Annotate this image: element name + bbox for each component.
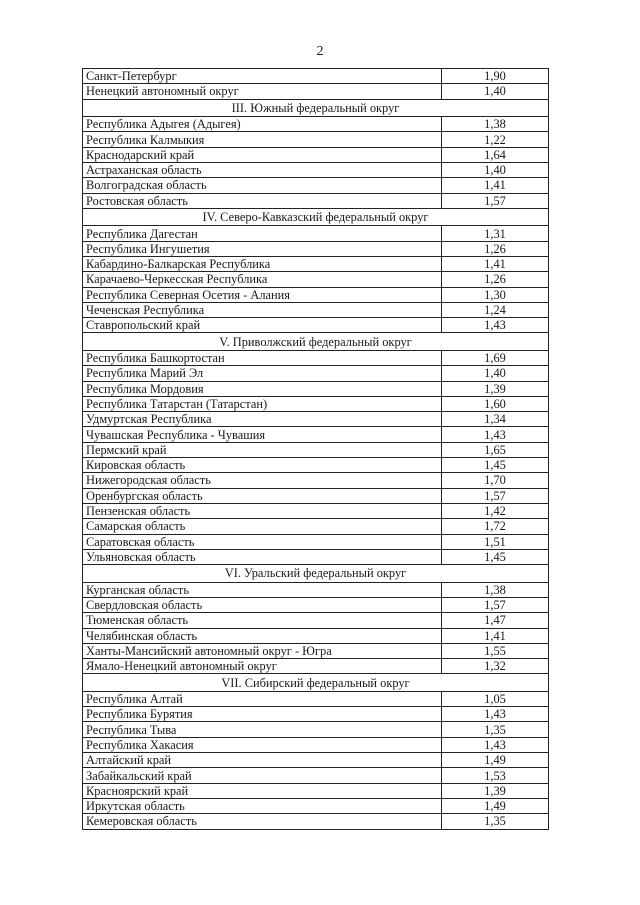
- table-row: [83, 69, 549, 84]
- coefficient-value: 1,70: [442, 473, 549, 488]
- district-header-row: [83, 674, 549, 692]
- table-row: [83, 318, 549, 333]
- region-name: Самарская область: [83, 519, 442, 534]
- region-name: Республика Марий Эл: [83, 366, 442, 381]
- region-name: Карачаево-Черкесская Республика: [83, 272, 442, 287]
- district-header-row: [83, 208, 549, 226]
- region-name: Волгоградская область: [83, 178, 442, 193]
- region-name: Чувашская Республика - Чувашия: [83, 427, 442, 442]
- coefficient-value: 1,38: [442, 117, 549, 132]
- region-name: Свердловская область: [83, 597, 442, 612]
- table-row: [83, 350, 549, 365]
- region-name: Пензенская область: [83, 503, 442, 518]
- table-row: [83, 117, 549, 132]
- table-row: [83, 722, 549, 737]
- table-row: [83, 442, 549, 457]
- table-row: [83, 473, 549, 488]
- region-name: Кабардино-Балкарская Республика: [83, 256, 442, 271]
- coefficient-value: 1,45: [442, 458, 549, 473]
- table-row: [83, 613, 549, 628]
- coefficient-value: 1,60: [442, 396, 549, 411]
- coefficient-value: 1,39: [442, 381, 549, 396]
- table-row: [83, 768, 549, 783]
- table-row: [83, 272, 549, 287]
- region-name: Ненецкий автономный округ: [83, 84, 442, 99]
- table-row: [83, 628, 549, 643]
- coefficient-value: 1,49: [442, 798, 549, 813]
- district-header: III. Южный федеральный округ: [83, 99, 549, 117]
- page-number: 2: [316, 44, 324, 59]
- table-row: [83, 302, 549, 317]
- region-name: Чеченская Республика: [83, 302, 442, 317]
- coefficient-value: 1,43: [442, 737, 549, 752]
- district-header: V. Приволжский федеральный округ: [83, 333, 549, 351]
- coefficient-value: 1,64: [442, 147, 549, 162]
- table-row: [83, 798, 549, 813]
- coefficient-value: 1,57: [442, 488, 549, 503]
- region-name: Республика Хакасия: [83, 737, 442, 752]
- coefficient-value: 1,26: [442, 272, 549, 287]
- coefficient-value: 1,65: [442, 442, 549, 457]
- table-row: [83, 691, 549, 706]
- table-row: [83, 193, 549, 208]
- district-header: IV. Северо-Кавказский федеральный округ: [83, 208, 549, 226]
- region-name: Оренбургская область: [83, 488, 442, 503]
- table-row: [83, 659, 549, 674]
- coefficient-value: 1,31: [442, 226, 549, 241]
- coefficient-value: 1,40: [442, 84, 549, 99]
- coefficient-value: 1,57: [442, 597, 549, 612]
- table-row: [83, 753, 549, 768]
- table-row: [83, 427, 549, 442]
- region-name: Республика Татарстан (Татарстан): [83, 396, 442, 411]
- district-header: VI. Уральский федеральный округ: [83, 565, 549, 583]
- coefficient-value: 1,40: [442, 162, 549, 177]
- region-name: Республика Бурятия: [83, 707, 442, 722]
- region-name: Саратовская область: [83, 534, 442, 549]
- region-name: Ростовская область: [83, 193, 442, 208]
- coefficient-value: 1,57: [442, 193, 549, 208]
- region-name: Алтайский край: [83, 753, 442, 768]
- region-name: Республика Мордовия: [83, 381, 442, 396]
- table-row: [83, 84, 549, 99]
- coefficient-value: 1,22: [442, 132, 549, 147]
- table-row: [83, 534, 549, 549]
- table-row: [83, 396, 549, 411]
- coefficient-value: 1,41: [442, 178, 549, 193]
- table-row: [83, 226, 549, 241]
- region-name: Санкт-Петербург: [83, 69, 442, 84]
- table-row: [83, 381, 549, 396]
- region-name: Кемеровская область: [83, 814, 442, 829]
- table-row: [83, 162, 549, 177]
- table-row: [83, 132, 549, 147]
- table-row: [83, 582, 549, 597]
- table-row: [83, 256, 549, 271]
- coefficient-value: 1,49: [442, 753, 549, 768]
- coefficient-value: 1,72: [442, 519, 549, 534]
- district-header-row: [83, 99, 549, 117]
- table-row: [83, 519, 549, 534]
- coefficient-value: 1,43: [442, 318, 549, 333]
- coefficient-value: 1,30: [442, 287, 549, 302]
- region-name: Краснодарский край: [83, 147, 442, 162]
- district-header: VII. Сибирский федеральный округ: [83, 674, 549, 692]
- region-name: Иркутская область: [83, 798, 442, 813]
- region-name: Красноярский край: [83, 783, 442, 798]
- table-row: [83, 412, 549, 427]
- coefficient-value: 1,40: [442, 366, 549, 381]
- coefficient-value: 1,45: [442, 549, 549, 564]
- table-row: [83, 643, 549, 658]
- region-name: Ханты-Мансийский автономный округ - Югра: [83, 643, 442, 658]
- district-header-row: [83, 333, 549, 351]
- region-name: Курганская область: [83, 582, 442, 597]
- region-name: Республика Северная Осетия - Алания: [83, 287, 442, 302]
- region-name: Ставропольский край: [83, 318, 442, 333]
- table-row: [83, 488, 549, 503]
- table-row: [83, 737, 549, 752]
- region-name: Забайкальский край: [83, 768, 442, 783]
- district-header-row: [83, 565, 549, 583]
- table-row: [83, 366, 549, 381]
- coefficient-value: 1,39: [442, 783, 549, 798]
- coefficient-value: 1,34: [442, 412, 549, 427]
- table-row: [83, 287, 549, 302]
- coefficient-value: 1,35: [442, 722, 549, 737]
- region-name: Астраханская область: [83, 162, 442, 177]
- coefficient-value: 1,47: [442, 613, 549, 628]
- region-name: Ямало-Ненецкий автономный округ: [83, 659, 442, 674]
- regions-table-body: [83, 69, 549, 830]
- region-name: Нижегородская область: [83, 473, 442, 488]
- coefficient-value: 1,35: [442, 814, 549, 829]
- region-name: Тюменская область: [83, 613, 442, 628]
- region-name: Кировская область: [83, 458, 442, 473]
- coefficient-value: 1,41: [442, 256, 549, 271]
- region-name: Удмуртская Республика: [83, 412, 442, 427]
- region-name: Республика Ингушетия: [83, 241, 442, 256]
- coefficient-value: 1,43: [442, 427, 549, 442]
- coefficient-value: 1,41: [442, 628, 549, 643]
- coefficient-value: 1,51: [442, 534, 549, 549]
- coefficient-value: 1,53: [442, 768, 549, 783]
- coefficient-value: 1,55: [442, 643, 549, 658]
- region-name: Республика Адыгея (Адыгея): [83, 117, 442, 132]
- region-name: Республика Башкортостан: [83, 350, 442, 365]
- region-name: Ульяновская область: [83, 549, 442, 564]
- table-row: [83, 147, 549, 162]
- coefficient-value: 1,26: [442, 241, 549, 256]
- coefficient-value: 1,24: [442, 302, 549, 317]
- table-row: [83, 814, 549, 829]
- table-row: [83, 783, 549, 798]
- table-row: [83, 458, 549, 473]
- coefficient-value: 1,05: [442, 691, 549, 706]
- coefficient-value: 1,32: [442, 659, 549, 674]
- region-name: Республика Тыва: [83, 722, 442, 737]
- table-row: [83, 597, 549, 612]
- regions-table: [82, 68, 549, 830]
- coefficient-value: 1,42: [442, 503, 549, 518]
- coefficient-value: 1,43: [442, 707, 549, 722]
- region-name: Республика Алтай: [83, 691, 442, 706]
- region-name: Республика Дагестан: [83, 226, 442, 241]
- region-name: Республика Калмыкия: [83, 132, 442, 147]
- coefficient-value: 1,69: [442, 350, 549, 365]
- table-row: [83, 241, 549, 256]
- table-row: [83, 549, 549, 564]
- table-row: [83, 503, 549, 518]
- region-name: Челябинская область: [83, 628, 442, 643]
- region-name: Пермский край: [83, 442, 442, 457]
- table-row: [83, 178, 549, 193]
- coefficient-value: 1,38: [442, 582, 549, 597]
- table-row: [83, 707, 549, 722]
- coefficient-value: 1,90: [442, 69, 549, 84]
